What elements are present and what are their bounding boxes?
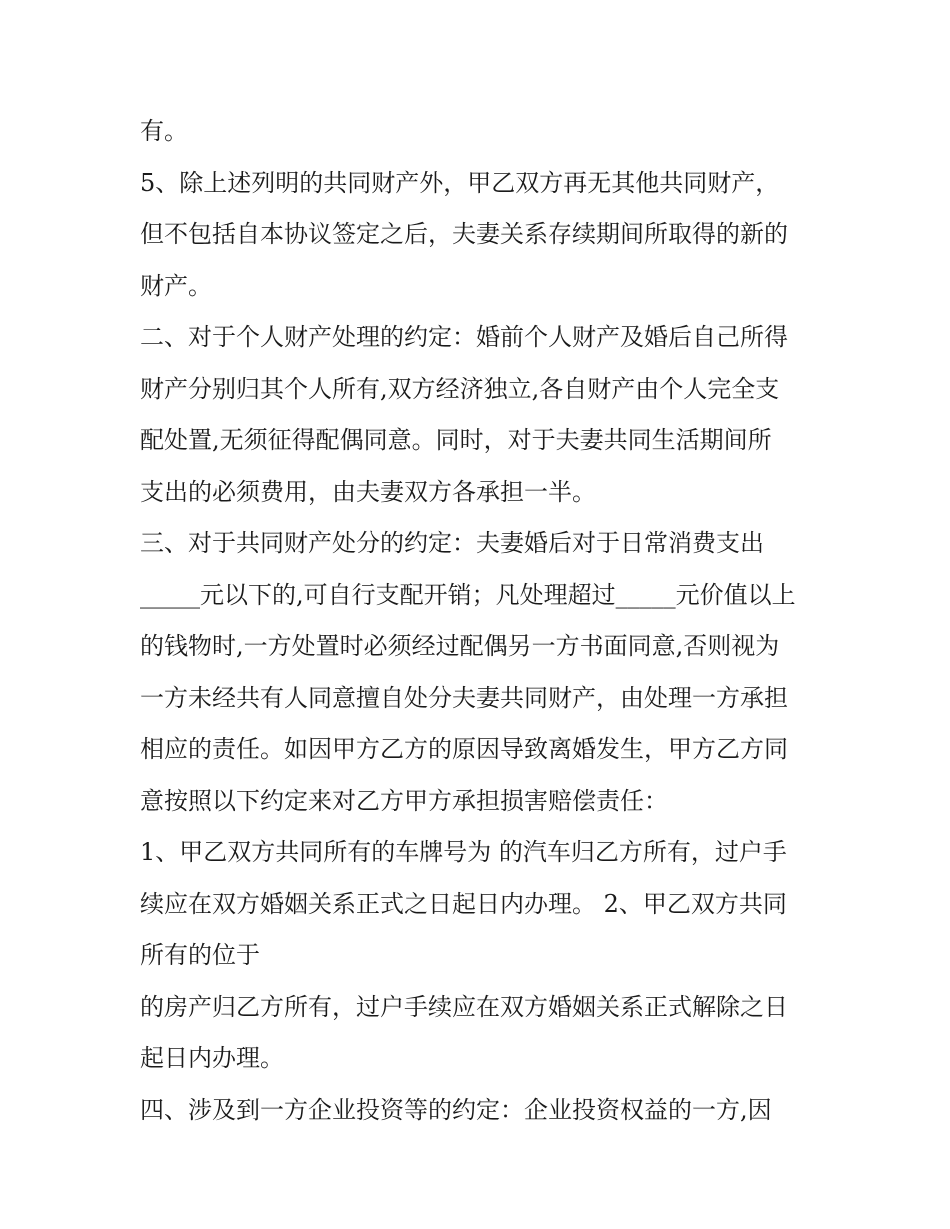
text-line: 的钱物时,一方处置时必须经过配偶另一方书面同意,否则视为 <box>140 632 780 660</box>
text-line: 5、除上述列明的共同财产外，甲乙双方再无其他共同财产， <box>140 168 780 197</box>
text-line: 二、对于个人财产处理的约定：婚前个人财产及婚后自己所得 <box>140 323 788 351</box>
text-line: 意按照以下约定来对乙方甲方承担损害赔偿责任： <box>140 786 668 815</box>
text-line: 但不包括自本协议签定之后，夫妻关系存续期间所取得的新的 <box>140 220 788 248</box>
text-line: _____元以下的,可自行支配开销；凡处理超过_____元价值以上 <box>140 580 796 609</box>
text-line: 1、甲乙双方共同所有的车牌号为 的汽车归乙方所有，过户手 <box>140 838 787 866</box>
text-line: 支出的必须费用，由夫妻双方各承担一半。 <box>140 477 596 506</box>
text-line: 财产分别归其个人所有,双方经济独立,各自财产由个人完全支 <box>140 374 780 403</box>
text-line: 一方未经共有人同意擅自处分夫妻共同财产，由处理一方承担 <box>140 683 788 712</box>
text-line: 有。 <box>140 117 188 145</box>
text-line: 四、涉及到一方企业投资等的约定：企业投资权益的一方,因 <box>140 1095 772 1124</box>
text-line: 三、对于共同财产处分的约定：夫妻婚后对于日常消费支出 <box>140 529 764 557</box>
document-body <box>140 106 830 1136</box>
text-line: 所有的位于 <box>140 941 260 969</box>
text-line: 配处置,无须征得配偶同意。同时，对于夫妻共同生活期间所 <box>140 426 772 454</box>
text-line: 相应的责任。如因甲方乙方的原因导致离婚发生，甲方乙方同 <box>140 735 788 763</box>
text-line: 的房产归乙方所有，过户手续应在双方婚姻关系正式解除之日 <box>140 992 788 1021</box>
text-line: 起日内办理。 <box>140 1044 284 1072</box>
text-line: 续应在双方婚姻关系正式之日起日内办理。 2、甲乙双方共同 <box>140 889 787 918</box>
text-line: 财产。 <box>140 271 212 300</box>
